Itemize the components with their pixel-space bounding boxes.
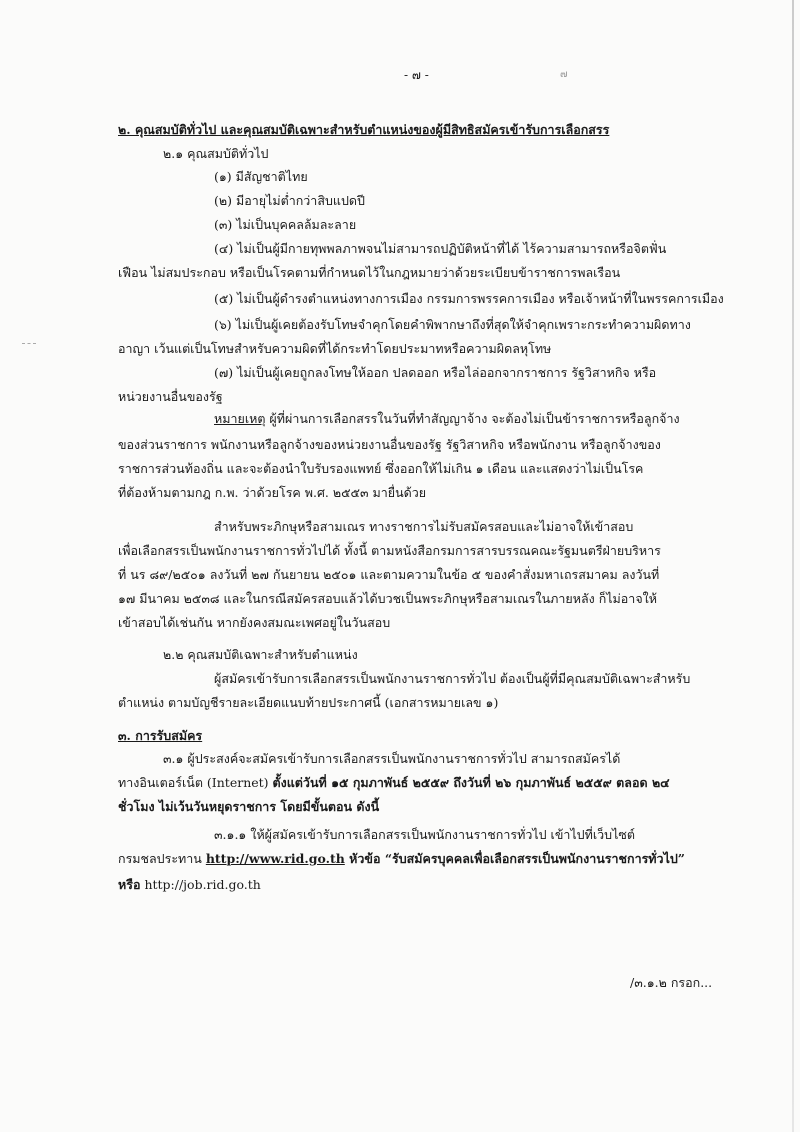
qualification-item: (๒) มีอายุไม่ต่ำกว่าสิบแปดปี (214, 193, 365, 208)
page-edge (792, 0, 794, 1132)
job-website-link[interactable]: http://job.rid.go.th (140, 877, 261, 892)
qualification-item: (๖) ไม่เป็นผู้เคยต้องรับโทษจำคุกโดยคำพิพากษาถึงที่สุดให้จำคุกเพราะกระทำความผิดทาง (214, 317, 691, 332)
website-topic: หัวข้อ “รับสมัครบุคคลเพื่อเลือกสรรเป็นพนักงานราชการทั่วไป” (344, 851, 685, 866)
qualification-item: เฟือน ไม่สมประกอบ หรือเป็นโรคตามที่กำหนดไว้ในกฎหมายว่าด้วยระเบียบข้าราชการพลเรือน (118, 265, 621, 280)
section3-heading: ๓. การรับสมัคร (118, 728, 203, 743)
monk-paragraph-line: ที่ นร ๘๙/๒๕๐๑ ลงวันที่ ๒๗ กันยายน ๒๕๐๑ และตามความในข้อ ๕ ของคำสั่งมหาเถรสมาคม ลงวันที่ (118, 567, 660, 582)
subsection-2-2-heading: ๒.๒ คุณสมบัติเฉพาะสำหรับตำแหน่ง (163, 647, 358, 662)
qualification-item: (๑) มีสัญชาติไทย (214, 169, 308, 184)
note-label: หมายเหตุ (214, 411, 266, 426)
section2-heading: ๒. คุณสมบัติทั่วไป และคุณสมบัติเฉพาะสำหรับตำแหน่งของผู้มีสิทธิสมัครเข้ารับการเลือกสรร (118, 122, 610, 137)
application-period: ตั้งแต่วันที่ ๑๕ กุมภาพันธ์ ๒๕๕๙ ถึงวันที่ ๒๖ กุมภาพันธ์ ๒๕๕๙ ตลอด ๒๔ (272, 775, 670, 790)
or-text: หรือ (118, 877, 141, 892)
section3-step-line: ๓.๑.๑ ให้ผู้สมัครเข้ารับการเลือกสรรเป็นพนักงานราชการทั่วไป เข้าไปที่เว็บไซต์ (214, 827, 635, 842)
monk-paragraph-line: ๑๗ มีนาคม ๒๕๓๘ และในกรณีสมัครสอบแล้วได้บวชเป็นพระภิกษุหรือสามเณรในภายหลัง ก็ไม่อาจให้ (118, 591, 657, 606)
rid-website-link[interactable]: http://www.rid.go.th (205, 851, 345, 866)
qualification-item: (๓) ไม่เป็นบุคคลล้มละลาย (214, 217, 357, 232)
sub2-line: ผู้สมัครเข้ารับการเลือกสรรเป็นพนักงานราชการทั่วไป ต้องเป็นผู้ที่มีคุณสมบัติเฉพาะสำหรับ (214, 671, 691, 686)
section3-step-line (118, 876, 261, 894)
subsection-2-1-heading: ๒.๑ คุณสมบัติทั่วไป (163, 146, 269, 161)
qualification-item: หน่วยงานอื่นของรัฐ (118, 389, 223, 404)
internet-text: ทางอินเตอร์เน็ต (Internet) (118, 775, 273, 790)
section3-paragraph-line: ๓.๑ ผู้ประสงค์จะสมัครเข้ารับการเลือกสรรเป็นพนักงานราชการทั่วไป สามารถสมัครได้ (163, 751, 621, 766)
page-mark: ๗ (560, 69, 568, 80)
monk-paragraph-line: สำหรับพระภิกษุหรือสามเณร ทางราชการไม่รับสมัครสอบและไม่อาจให้เข้าสอบ (214, 519, 634, 534)
continued-marker: /๓.๑.๒ กรอก... (630, 975, 713, 990)
qualification-item: อาญา เว้นแต่เป็นโทษสำหรับความผิดที่ได้กระทำโดยประมาทหรือความผิดลหุโทษ (118, 341, 552, 356)
page-number: - ๗ - (404, 68, 429, 82)
note-text: ผู้ที่ผ่านการเลือกสรรในวันที่ทำสัญญาจ้าง จะต้องไม่เป็นข้าราชการหรือลูกจ้าง (265, 411, 680, 426)
scan-artifact (22, 343, 36, 346)
note-line (214, 410, 680, 428)
section3-paragraph-line: ชั่วโมง ไม่เว้นวันหยุดราชการ โดยมีขั้นตอน ดังนี้ (118, 799, 380, 814)
monk-paragraph-line: เพื่อเลือกสรรเป็นพนักงานราชการทั่วไปได้ ทั้งนี้ ตามหนังสือกรมการสารบรรณคณะรัฐมนตรีฝ่ายบริหาร (118, 543, 661, 558)
monk-paragraph-line: เข้าสอบได้เช่นกัน หากยังคงสมณะเพศอยู่ในวันสอบ (118, 615, 391, 630)
qualification-item: (๗) ไม่เป็นผู้เคยถูกลงโทษให้ออก ปลดออก หรือไล่ออกจากราชการ รัฐวิสาหกิจ หรือ (214, 365, 657, 380)
sub2-line: ตำแหน่ง ตามบัญชีรายละเอียดแนบท้ายประกาศนี้ (เอกสารหมายเลข ๑) (118, 695, 499, 710)
department-name: กรมชลประทาน (118, 851, 206, 866)
note-line: ที่ต้องห้ามตามกฎ ก.พ. ว่าด้วยโรค พ.ศ. ๒๕๕๓ มายื่นด้วย (118, 485, 427, 500)
note-line: ของส่วนราชการ พนักงานหรือลูกจ้างของหน่วยงานอื่นของรัฐ รัฐวิสาหกิจ หรือพนักงาน หรือลูกจ้างของ (118, 437, 661, 452)
note-line: ราชการส่วนท้องถิ่น และจะต้องนำใบรับรองแพทย์ ซึ่งออกให้ไม่เกิน ๑ เดือน และแสดงว่าไม่เป็นโรค (118, 461, 644, 476)
qualification-item: (๔) ไม่เป็นผู้มีกายทุพพลภาพจนไม่สามารถปฏิบัติหน้าที่ได้ ไร้ความสามารถหรือจิตฟั่น (214, 241, 667, 256)
section3-paragraph-line (118, 774, 670, 792)
qualification-item: (๕) ไม่เป็นผู้ดำรงตำแหน่งทางการเมือง กรรมการพรรคการเมือง หรือเจ้าหน้าที่ในพรรคการเมือง (214, 291, 724, 306)
section3-step-line (118, 850, 685, 868)
